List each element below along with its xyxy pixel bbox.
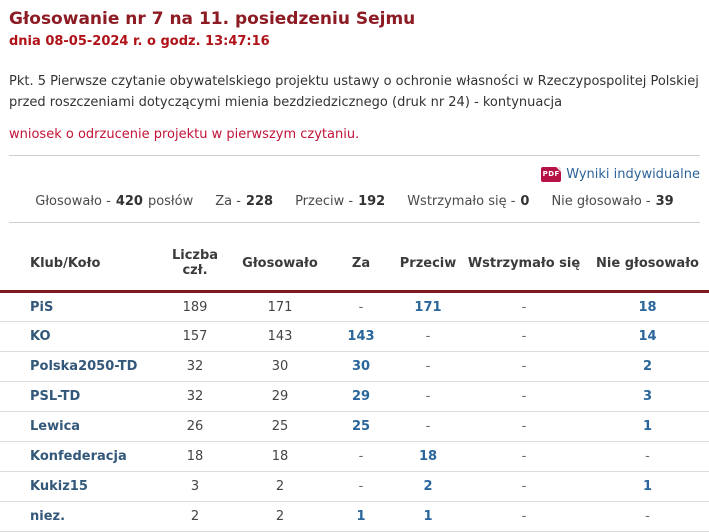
abstained-count: -: [462, 442, 586, 472]
voted-count: 2: [232, 472, 328, 502]
table-row: [0, 472, 709, 502]
for-count[interactable]: 25: [328, 412, 394, 442]
table-row: [0, 442, 709, 472]
divider-top: [9, 155, 700, 156]
abstained-count: -: [462, 352, 586, 382]
page-title: Głosowanie nr 7 na 11. posiedzeniu Sejmu: [9, 9, 416, 29]
vote-description: Pkt. 5 Pierwsze czytanie obywatelskiego projektu ustawy o ochronie własności w Rzeczypospolitej Polskiej przed roszczeniami dotyczącymi mienia bezdziedzicznego (druk nr 24) - kontynuacja: [9, 74, 699, 110]
members-count: 26: [158, 412, 232, 442]
col-header-against: Przeciw: [394, 239, 462, 292]
voted-count: 18: [232, 442, 328, 472]
table-row: [0, 352, 709, 382]
results-table: [0, 239, 709, 532]
col-header-not-voted: Nie głosowało: [586, 239, 709, 292]
club-link[interactable]: Polska2050-TD: [0, 352, 158, 382]
club-link[interactable]: Kukiz15: [0, 472, 158, 502]
against-count: -: [394, 322, 462, 352]
not-voted-count[interactable]: 14: [586, 322, 709, 352]
voted-count: 30: [232, 352, 328, 382]
col-header-club: Klub/Koło: [0, 239, 158, 292]
members-count: 3: [158, 472, 232, 502]
for-count[interactable]: 29: [328, 382, 394, 412]
members-count: 32: [158, 352, 232, 382]
abstained-count: -: [462, 322, 586, 352]
col-header-voted: Głosowało: [232, 239, 328, 292]
abstained-count: -: [462, 412, 586, 442]
voted-count: 25: [232, 412, 328, 442]
against-count: -: [394, 412, 462, 442]
voted-count: 29: [232, 382, 328, 412]
club-link[interactable]: KO: [0, 322, 158, 352]
for-count: -: [328, 292, 394, 322]
against-count[interactable]: 2: [394, 472, 462, 502]
individual-results-link[interactable]: [541, 167, 700, 182]
table-row: [0, 322, 709, 352]
results-table-body: [0, 292, 709, 532]
not-voted-count[interactable]: 1: [586, 412, 709, 442]
club-link[interactable]: Lewica: [0, 412, 158, 442]
abstained-count: -: [462, 292, 586, 322]
summary-not-voted: Nie głosowało - 39: [551, 194, 674, 209]
for-count: -: [328, 472, 394, 502]
col-header-members: Liczba czł.: [158, 239, 232, 292]
not-voted-count[interactable]: 18: [586, 292, 709, 322]
for-count: -: [328, 442, 394, 472]
voted-count: 143: [232, 322, 328, 352]
not-voted-count[interactable]: 1: [586, 472, 709, 502]
not-voted-count: -: [586, 502, 709, 532]
club-link[interactable]: niez.: [0, 502, 158, 532]
members-count: 189: [158, 292, 232, 322]
individual-results-label: Wyniki indywidualne: [566, 167, 700, 182]
against-count[interactable]: 171: [394, 292, 462, 322]
pdf-icon: PDF: [541, 167, 561, 182]
against-count[interactable]: 18: [394, 442, 462, 472]
divider-table-top: [9, 222, 700, 223]
not-voted-count[interactable]: 3: [586, 382, 709, 412]
summary-for: Za - 228: [215, 194, 274, 209]
summary-against: Przeciw - 192: [295, 194, 386, 209]
for-count[interactable]: 30: [328, 352, 394, 382]
not-voted-count: -: [586, 442, 709, 472]
abstained-count: -: [462, 382, 586, 412]
club-link[interactable]: PiS: [0, 292, 158, 322]
for-count[interactable]: 1: [328, 502, 394, 532]
against-count: -: [394, 352, 462, 382]
voted-count: 2: [232, 502, 328, 532]
not-voted-count[interactable]: 2: [586, 352, 709, 382]
col-header-for: Za: [328, 239, 394, 292]
club-link[interactable]: PSL-TD: [0, 382, 158, 412]
pdf-link-row: [0, 165, 709, 185]
against-count[interactable]: 1: [394, 502, 462, 532]
members-count: 2: [158, 502, 232, 532]
vote-datetime: dnia 08-05-2024 r. o godz. 13:47:16: [9, 34, 270, 49]
against-count: -: [394, 382, 462, 412]
abstained-count: -: [462, 472, 586, 502]
members-count: 18: [158, 442, 232, 472]
abstained-count: -: [462, 502, 586, 532]
summary-voted: Głosowało - 420 posłów: [35, 194, 194, 209]
table-row: [0, 292, 709, 322]
results-table-header: [0, 239, 709, 292]
table-row: [0, 412, 709, 442]
vote-summary: [0, 194, 709, 209]
club-link[interactable]: Konfederacja: [0, 442, 158, 472]
members-count: 157: [158, 322, 232, 352]
table-row: [0, 502, 709, 532]
summary-abstained: Wstrzymało się - 0: [407, 194, 530, 209]
table-row: [0, 382, 709, 412]
voted-count: 171: [232, 292, 328, 322]
for-count[interactable]: 143: [328, 322, 394, 352]
col-header-abstained: Wstrzymało się: [462, 239, 586, 292]
vote-motion: wniosek o odrzucenie projektu w pierwszym czytaniu.: [9, 127, 360, 142]
members-count: 32: [158, 382, 232, 412]
